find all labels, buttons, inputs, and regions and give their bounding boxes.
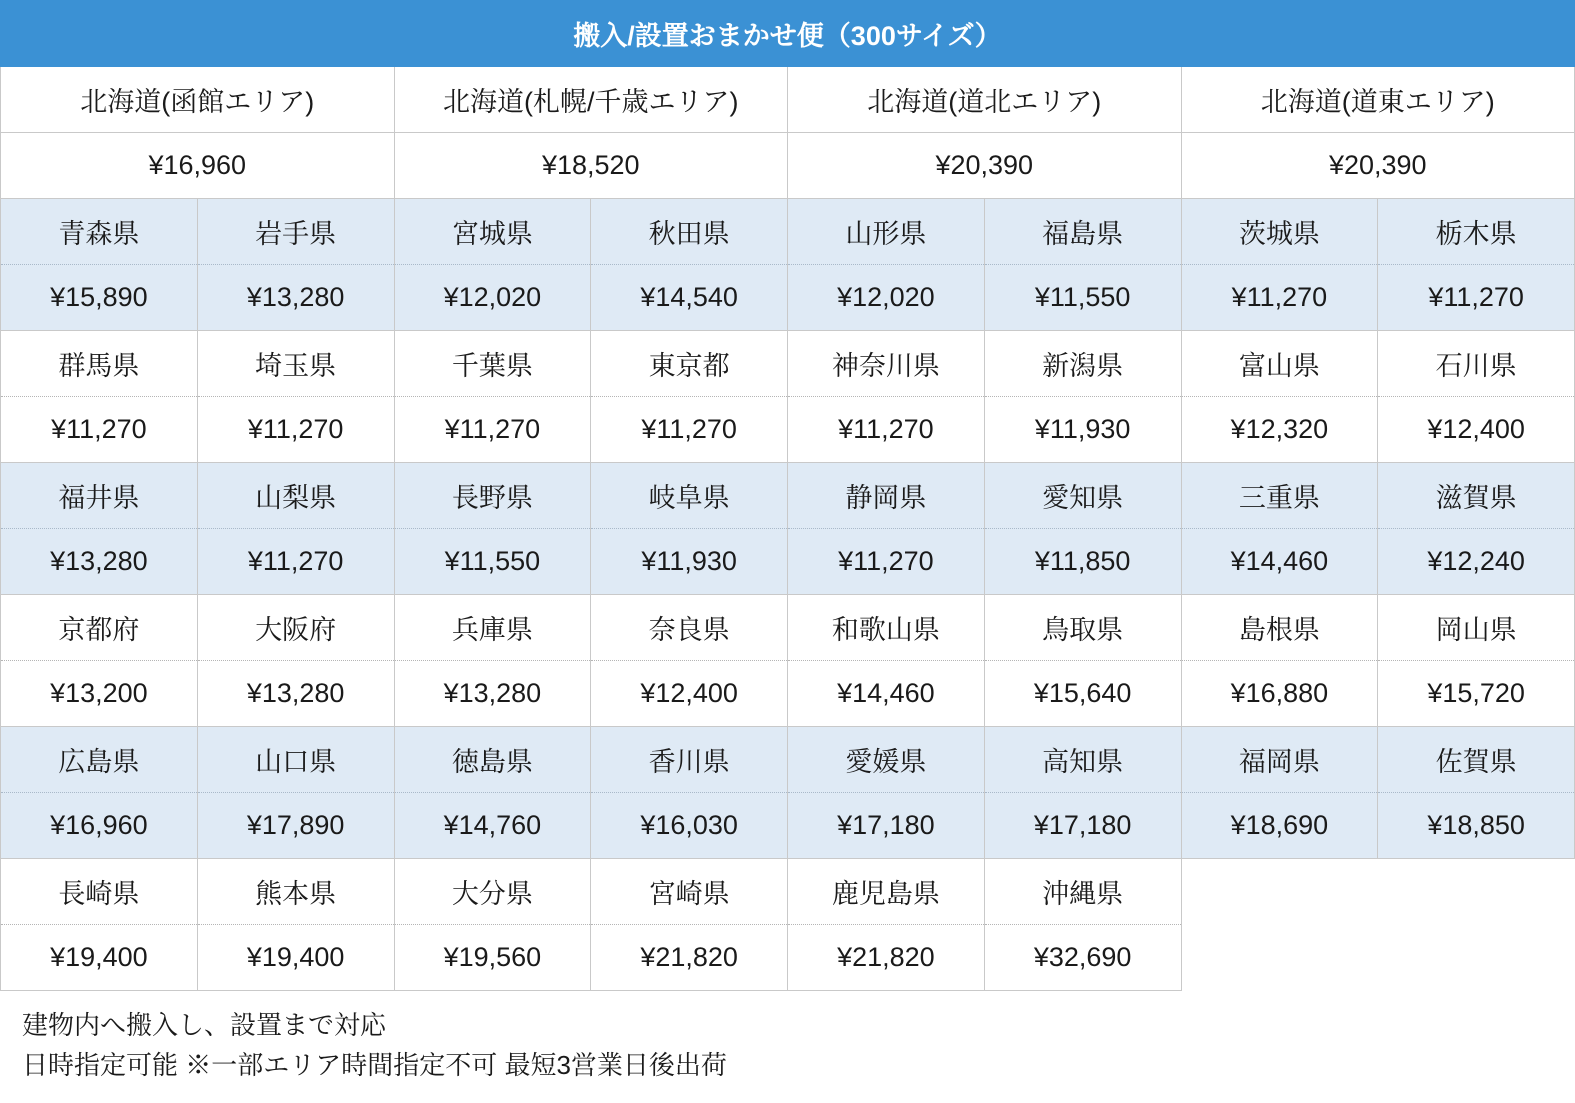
- prefecture-price: ¥11,550: [394, 529, 591, 595]
- prefecture-price: ¥12,400: [591, 661, 788, 727]
- prefecture-name: 京都府: [1, 595, 198, 661]
- prefecture-name: 愛媛県: [788, 727, 985, 793]
- prefecture-name: 岩手県: [197, 199, 394, 265]
- prefecture-name: 福島県: [984, 199, 1181, 265]
- prefecture-name: 神奈川県: [788, 331, 985, 397]
- prefecture-price: ¥18,850: [1378, 793, 1575, 859]
- region-name-row: [1, 67, 1575, 133]
- prefecture-price: ¥14,760: [394, 793, 591, 859]
- table-row: [1, 661, 1575, 727]
- prefecture-price: ¥11,270: [1378, 265, 1575, 331]
- prefecture-price: ¥12,400: [1378, 397, 1575, 463]
- prefecture-name: 青森県: [1, 199, 198, 265]
- prefecture-name: 香川県: [591, 727, 788, 793]
- empty-cell: [1378, 859, 1575, 925]
- prefecture-price: ¥11,550: [984, 265, 1181, 331]
- prefecture-price: ¥19,400: [197, 925, 394, 991]
- prefecture-price: ¥19,400: [1, 925, 198, 991]
- region-price: ¥20,390: [1181, 133, 1575, 199]
- prefecture-price: ¥13,280: [197, 661, 394, 727]
- prefecture-price: ¥12,020: [394, 265, 591, 331]
- table-row: [1, 595, 1575, 661]
- prefecture-name: 茨城県: [1181, 199, 1378, 265]
- prefecture-name: 宮崎県: [591, 859, 788, 925]
- prefecture-price: ¥21,820: [788, 925, 985, 991]
- prefecture-price: ¥17,180: [984, 793, 1181, 859]
- table-row: [1, 793, 1575, 859]
- prefecture-name: 兵庫県: [394, 595, 591, 661]
- table-row: [1, 463, 1575, 529]
- region-name: 北海道(道北エリア): [788, 67, 1182, 133]
- prefecture-price: ¥12,240: [1378, 529, 1575, 595]
- region-name: 北海道(函館エリア): [1, 67, 395, 133]
- prefecture-name: 島根県: [1181, 595, 1378, 661]
- prefecture-price: ¥11,930: [984, 397, 1181, 463]
- prefecture-name: 広島県: [1, 727, 198, 793]
- prefecture-price: ¥21,820: [591, 925, 788, 991]
- prefecture-name: 福岡県: [1181, 727, 1378, 793]
- prefecture-name: 滋賀県: [1378, 463, 1575, 529]
- prefecture-name: 栃木県: [1378, 199, 1575, 265]
- notes-section: [0, 1005, 1575, 1086]
- prefecture-price: ¥15,640: [984, 661, 1181, 727]
- prefecture-price: ¥15,890: [1, 265, 198, 331]
- prefecture-name: 高知県: [984, 727, 1181, 793]
- prefecture-price: ¥16,030: [591, 793, 788, 859]
- note-line: 日時指定可能 ※一部エリア時間指定不可 最短3営業日後出荷: [22, 1050, 727, 1081]
- prefecture-price: ¥11,930: [591, 529, 788, 595]
- prefecture-price: ¥11,270: [788, 529, 985, 595]
- prefecture-name: 群馬県: [1, 331, 198, 397]
- prefecture-price: ¥15,720: [1378, 661, 1575, 727]
- prefecture-price: ¥17,890: [197, 793, 394, 859]
- prefecture-price: ¥32,690: [984, 925, 1181, 991]
- prefecture-price: ¥11,270: [197, 397, 394, 463]
- table-row: [1, 727, 1575, 793]
- prefecture-name: 奈良県: [591, 595, 788, 661]
- prefecture-price: ¥13,280: [1, 529, 198, 595]
- prefecture-price: ¥12,320: [1181, 397, 1378, 463]
- note-line: 建物内へ搬入し、設置まで対応: [22, 1010, 387, 1040]
- table-row: [1, 331, 1575, 397]
- prefecture-name: 三重県: [1181, 463, 1378, 529]
- prefecture-name: 千葉県: [394, 331, 591, 397]
- empty-cell: [1181, 859, 1378, 925]
- table-title-row: [1, 1, 1575, 67]
- prefecture-price: ¥16,880: [1181, 661, 1378, 727]
- prefecture-name: 福井県: [1, 463, 198, 529]
- prefecture-price: ¥11,270: [591, 397, 788, 463]
- prefecture-price: ¥13,280: [197, 265, 394, 331]
- prefecture-name: 徳島県: [394, 727, 591, 793]
- prefecture-name: 宮城県: [394, 199, 591, 265]
- prefecture-name: 岡山県: [1378, 595, 1575, 661]
- prefecture-name: 沖縄県: [984, 859, 1181, 925]
- page-title: 搬入/設置おまかせ便（300サイズ）: [1, 1, 1575, 67]
- prefecture-name: 長野県: [394, 463, 591, 529]
- prefecture-price: ¥11,270: [1181, 265, 1378, 331]
- region-price: ¥16,960: [1, 133, 395, 199]
- prefecture-price: ¥17,180: [788, 793, 985, 859]
- table-row: [1, 529, 1575, 595]
- region-name: 北海道(道東エリア): [1181, 67, 1575, 133]
- prefecture-name: 石川県: [1378, 331, 1575, 397]
- prefecture-name: 鹿児島県: [788, 859, 985, 925]
- empty-cell: [1378, 925, 1575, 991]
- prefecture-name: 鳥取県: [984, 595, 1181, 661]
- prefecture-price: ¥14,460: [788, 661, 985, 727]
- region-price-row: [1, 133, 1575, 199]
- table-row: [1, 397, 1575, 463]
- prefecture-price: ¥13,200: [1, 661, 198, 727]
- prefecture-price: ¥19,560: [394, 925, 591, 991]
- prefecture-name: 愛知県: [984, 463, 1181, 529]
- prefecture-name: 山形県: [788, 199, 985, 265]
- prefecture-price: ¥14,540: [591, 265, 788, 331]
- empty-cell: [1181, 925, 1378, 991]
- prefecture-name: 東京都: [591, 331, 788, 397]
- prefecture-price: ¥14,460: [1181, 529, 1378, 595]
- prefecture-name: 岐阜県: [591, 463, 788, 529]
- prefecture-name: 静岡県: [788, 463, 985, 529]
- table-row: [1, 925, 1575, 991]
- prefecture-price: ¥11,270: [394, 397, 591, 463]
- prefecture-name: 山梨県: [197, 463, 394, 529]
- prefecture-name: 大分県: [394, 859, 591, 925]
- prefecture-name: 大阪府: [197, 595, 394, 661]
- prefecture-name: 秋田県: [591, 199, 788, 265]
- region-name: 北海道(札幌/千歳エリア): [394, 67, 788, 133]
- prefecture-price: ¥11,270: [788, 397, 985, 463]
- table-row: [1, 265, 1575, 331]
- prefecture-price: ¥13,280: [394, 661, 591, 727]
- prefecture-price: ¥18,690: [1181, 793, 1378, 859]
- prefecture-name: 佐賀県: [1378, 727, 1575, 793]
- prefecture-price: ¥11,270: [197, 529, 394, 595]
- prefecture-name: 長崎県: [1, 859, 198, 925]
- prefecture-price: ¥16,960: [1, 793, 198, 859]
- prefecture-price: ¥12,020: [788, 265, 985, 331]
- prefecture-name: 山口県: [197, 727, 394, 793]
- region-price: ¥18,520: [394, 133, 788, 199]
- prefecture-name: 富山県: [1181, 331, 1378, 397]
- prefecture-name: 新潟県: [984, 331, 1181, 397]
- prefecture-price: ¥11,270: [1, 397, 198, 463]
- table-row: [1, 199, 1575, 265]
- table-row: [1, 859, 1575, 925]
- prefecture-name: 熊本県: [197, 859, 394, 925]
- region-price: ¥20,390: [788, 133, 1182, 199]
- prefecture-name: 埼玉県: [197, 331, 394, 397]
- prefecture-price: ¥11,850: [984, 529, 1181, 595]
- prefecture-name: 和歌山県: [788, 595, 985, 661]
